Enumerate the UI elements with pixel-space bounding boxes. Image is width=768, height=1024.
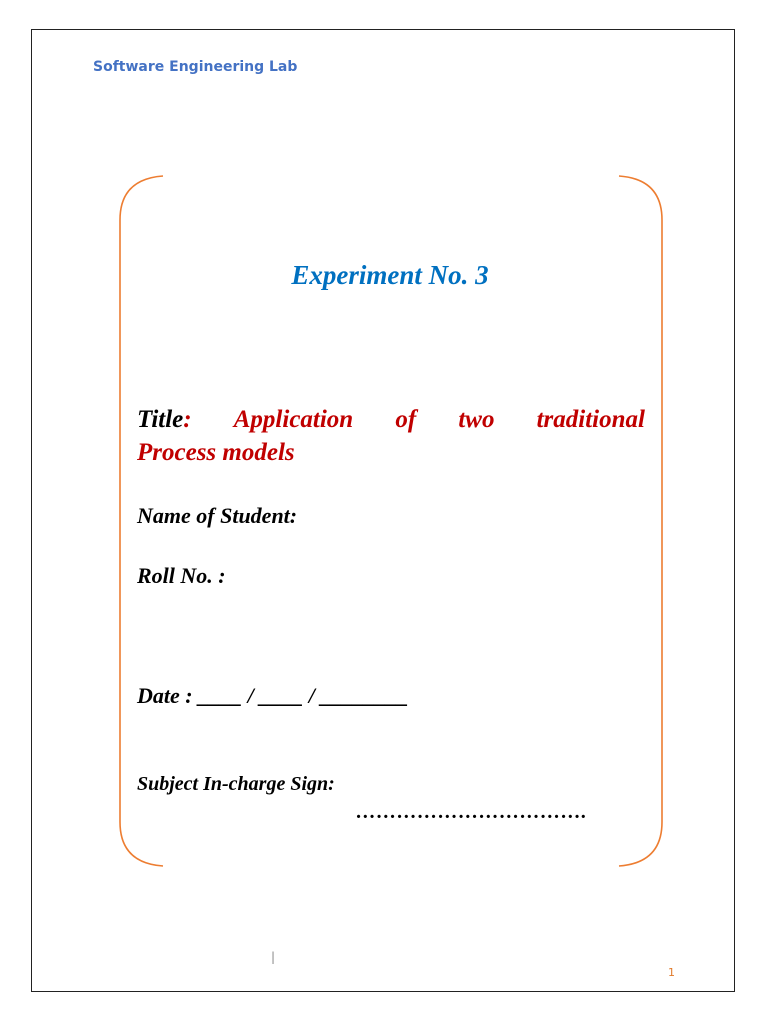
date-field: Date : ____ / ____ / ________ bbox=[137, 683, 409, 708]
page-number: 1 bbox=[668, 966, 675, 979]
title-line-2: Process models bbox=[137, 439, 295, 466]
title-line-1 bbox=[137, 403, 645, 436]
running-header: Software Engineering Lab bbox=[93, 59, 298, 75]
experiment-heading: Experiment No. 3 bbox=[291, 260, 489, 290]
title-word: Application bbox=[233, 406, 354, 433]
title-colon: : bbox=[183, 406, 192, 433]
title-block bbox=[137, 403, 645, 469]
student-name-label: Name of Student: bbox=[137, 503, 298, 528]
title-word: of bbox=[395, 406, 417, 433]
title-label: Title bbox=[137, 406, 184, 433]
title-word: traditional bbox=[536, 406, 645, 433]
signature-line: ……………………………. bbox=[356, 801, 587, 823]
sign-label: Subject In-charge Sign: bbox=[137, 773, 335, 795]
footer-marker: | bbox=[271, 950, 276, 964]
roll-no-label: Roll No. : bbox=[137, 563, 226, 588]
title-word: two bbox=[458, 406, 495, 433]
